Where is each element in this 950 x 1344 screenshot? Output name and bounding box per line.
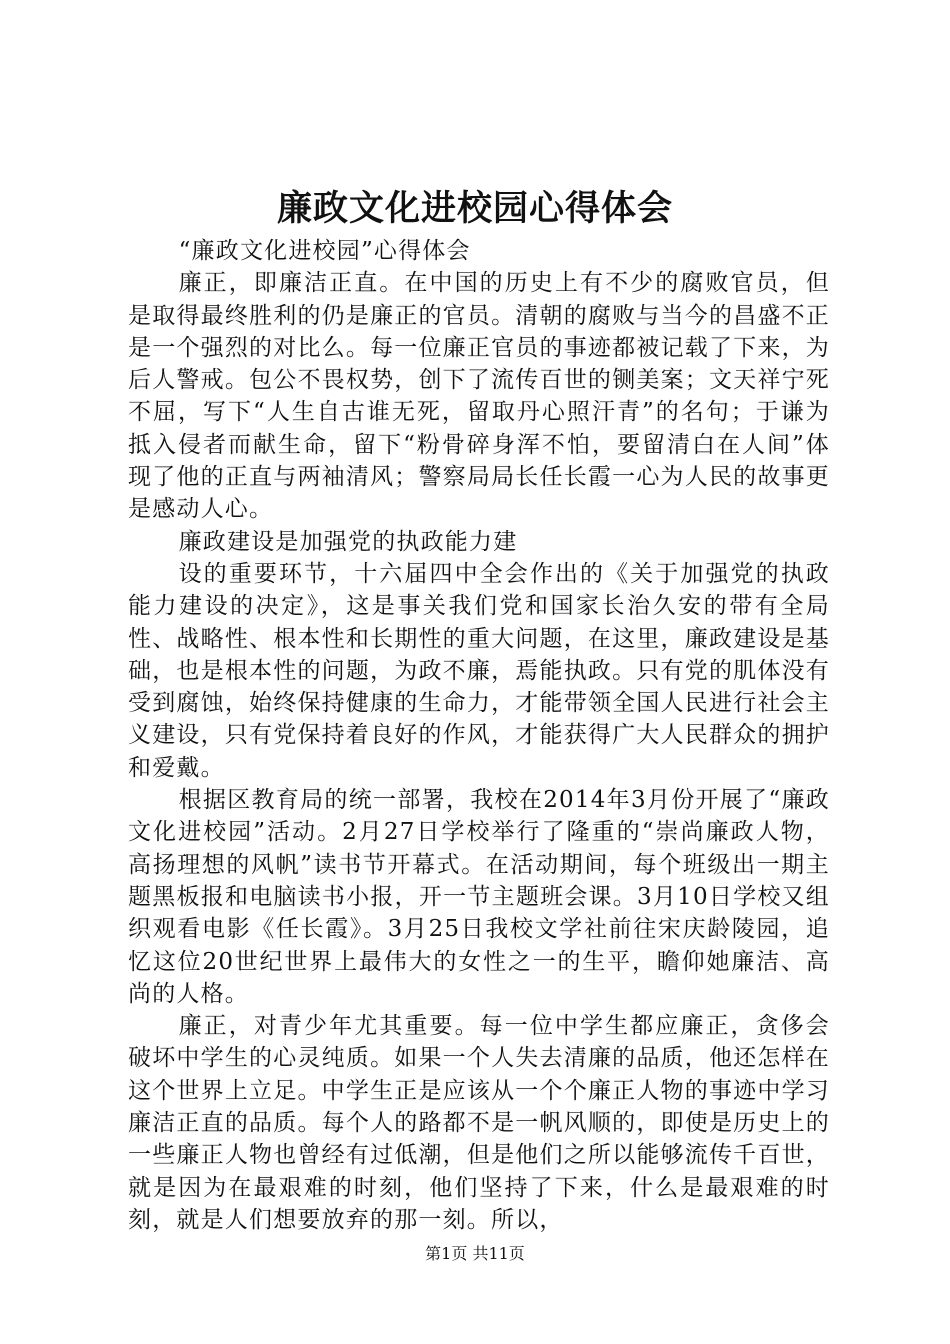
paragraph-5: 廉正，对青少年尤其重要。每一位中学生都应廉正，贪侈会破坏中学生的心灵纯质。如果一个人失去清廉的品质，他还怎样在这个世界上立足。中学生正是应该从一个个廉正人物的事迹中学习廉洁正直的品质。每个人的路都不是一帆风顺的，即使是历史上的一些廉正人物也曾经有过低潮，但是他们之所以能够流传千百世，就是因为在最艰难的时刻，他们坚持了下来，什么是最艰难的时刻，就是人们想要放弃的那一刻。所以， (128, 1013, 830, 1233)
page-number-footer: 第1页 共11页 (425, 1244, 525, 1263)
document-body (128, 235, 830, 1236)
paragraph-subtitle: “廉政文化进校园”心得体会 (178, 238, 471, 264)
paragraph-4: 根据区教育局的统一部署，我校在2014年3月份开展了“廉政文化进校园”活动。2月27日学校举行了隆重的“崇尚廉政人物，高扬理想的风帆”读书节开幕式。在活动期间，每个班级出一期主题黑板报和电脑读书小报，开一节主题班会课。3月10日学校又组织观看电影《任长霞》。3月25日我校文学社前往宋庆龄陵园，追忆这位20世纪世界上最伟大的女性之一的生平，瞻仰她廉洁、高尚的人格。 (128, 787, 830, 1007)
paragraph-3: 设的重要环节，十六届四中全会作出的《关于加强党的执政能力建设的决定》，这是事关我们党和国家长治久安的带有全局性、战略性、根本性和长期性的重大问题，在这里，廉政建设是基础，也是根本性的问题，为政不廉，焉能执政。只有党的肌体没有受到腐蚀，始终保持健康的生命力，才能带领全国人民进行社会主义建设，只有党保持着良好的作风，才能获得广大人民群众的拥护和爱戴。 (128, 560, 830, 781)
paragraph-1: 廉正，即廉洁正直。在中国的历史上有不少的腐败官员，但是取得最终胜利的仍是廉正的官员。清朝的腐败与当今的昌盛不正是一个强烈的对比么。每一位廉正官员的事迹都被记载了下来，为后人警戒。包公不畏权势，创下了流传百世的铡美案；文天祥宁死不屈，写下“人生自古谁无死，留取丹心照汗青”的名句；于谦为抵入侵者而献生命，留下“粉骨碎身浑不怕，要留清白在人间”体现了他的正直与两袖清风；警察局局长任长霞一心为人民的故事更是感动人心。 (128, 270, 830, 523)
document-title: 廉政文化进校园心得体会 (276, 188, 673, 229)
paragraph-2: 廉政建设是加强党的执政能力建 (178, 528, 518, 555)
